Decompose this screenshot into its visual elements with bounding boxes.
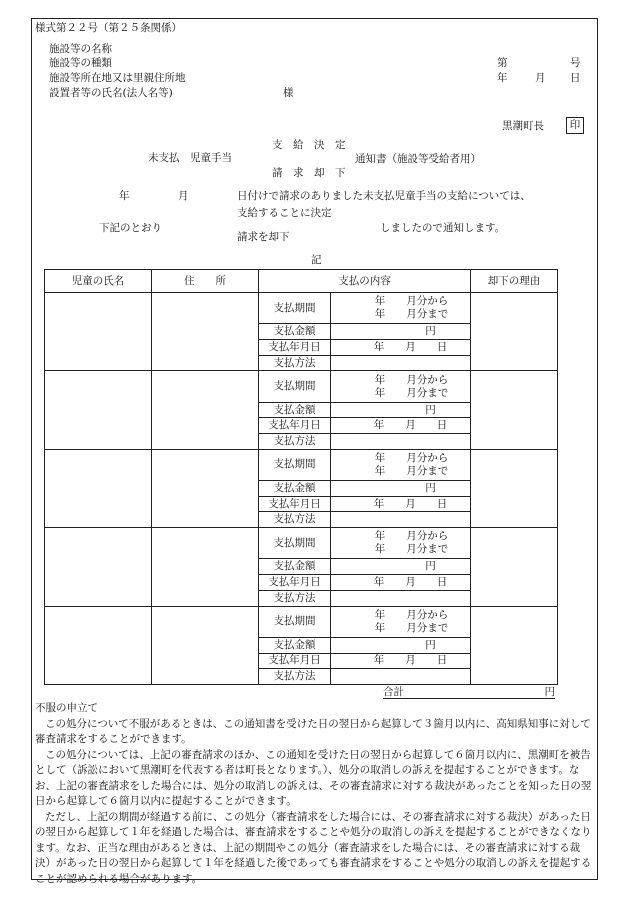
address-cell[interactable] — [152, 528, 259, 606]
row-label-method: 支払方法 — [259, 434, 331, 450]
total-line — [383, 686, 555, 699]
row-value-date[interactable] — [331, 340, 471, 356]
period-to: 年 月分まで — [374, 543, 449, 556]
period-from: 年 月分から — [374, 608, 449, 621]
period-to: 年 月分まで — [374, 308, 449, 321]
reject-reason-cell[interactable] — [471, 449, 558, 527]
amount-unit: 円 — [425, 560, 436, 573]
child-name-cell[interactable] — [45, 449, 152, 527]
reject-reason-cell[interactable] — [471, 528, 558, 606]
body-option-pay: 支給することに決定 — [237, 207, 332, 219]
date-value: 年 月 日 — [373, 575, 448, 588]
appeal-notes — [35, 701, 593, 887]
row-label-amount: 支払金額 — [259, 481, 331, 497]
row-value-amount[interactable] — [331, 324, 471, 340]
row-label-period: 支払期間 — [259, 293, 331, 324]
facility-name-label: 施設等の名称 — [49, 43, 112, 55]
date-value: 年 月 日 — [373, 654, 448, 667]
appeal-paragraph-2: この処分については、上記の審査請求のほか、この通知を受けた日の翌日から起算して６箇月以内に、黒潮町を被告として（訴訟において黒潮町を代表する者は町長となります。）、処分の取消しの訴えを提起することができます。なお、上記の審査請求をした場合には、処分の取消しの訴えは、その審査請求に対する裁決があったことを知った日の翌日から起算して６箇月以内に提起することができます。 — [35, 748, 592, 807]
table-header-row — [45, 270, 558, 293]
row-value-date[interactable] — [331, 496, 471, 512]
appeal-heading: 不服の申立て — [35, 702, 98, 714]
row-value-method[interactable] — [331, 512, 471, 528]
title-left: 未支払 児童手当 — [148, 152, 232, 164]
row-label-period: 支払期間 — [259, 606, 331, 637]
row-label-method: 支払方法 — [259, 512, 331, 528]
number-label-go: 号 — [570, 57, 581, 69]
operator-name-label: 設置者等の氏名(法人名等) — [49, 87, 173, 99]
amount-unit: 円 — [425, 325, 436, 338]
row-label-amount: 支払金額 — [259, 637, 331, 653]
table-row — [45, 528, 558, 559]
honorific-sama: 様 — [283, 87, 294, 99]
mayor-title: 黒潮町長 — [502, 120, 544, 132]
child-name-cell[interactable] — [45, 371, 152, 449]
row-value-date[interactable] — [331, 653, 471, 669]
table-row — [45, 606, 558, 637]
table-row — [45, 371, 558, 402]
date-day: 日 — [570, 72, 581, 84]
row-label-period: 支払期間 — [259, 528, 331, 559]
row-label-date: 支払年月日 — [259, 575, 331, 591]
period-to: 年 月分まで — [374, 621, 449, 634]
period-from: 年 月分から — [374, 373, 449, 386]
reject-reason-cell[interactable] — [471, 293, 558, 371]
date-value: 年 月 日 — [373, 497, 448, 510]
row-label-amount: 支払金額 — [259, 324, 331, 340]
row-value-period[interactable] — [331, 293, 471, 324]
body-month: 月 — [178, 190, 189, 202]
row-label-method: 支払方法 — [259, 355, 331, 371]
row-value-amount[interactable] — [331, 637, 471, 653]
form-number: 様式第２２号（第２５条関係） — [35, 22, 182, 34]
header-reject-reason: 却下の理由 — [471, 270, 558, 293]
seal-box: 印 — [566, 117, 584, 134]
row-value-amount[interactable] — [331, 402, 471, 418]
date-value: 年 月 日 — [373, 419, 448, 432]
body-year: 年 — [119, 190, 130, 202]
row-value-amount[interactable] — [331, 481, 471, 497]
row-value-period[interactable] — [331, 606, 471, 637]
facility-address-label: 施設等所在地又は里親住所地 — [49, 72, 186, 84]
table-row — [45, 293, 558, 324]
row-value-method[interactable] — [331, 590, 471, 606]
reject-reason-cell[interactable] — [471, 371, 558, 449]
child-name-cell[interactable] — [45, 293, 152, 371]
address-cell[interactable] — [152, 606, 259, 685]
row-value-period[interactable] — [331, 528, 471, 559]
row-label-period: 支払期間 — [259, 449, 331, 480]
title-option-decision: 支 給 決 定 — [272, 139, 346, 151]
total-label: 合計 — [383, 686, 404, 698]
row-label-amount: 支払金額 — [259, 402, 331, 418]
payment-table — [44, 269, 558, 685]
row-value-method[interactable] — [331, 669, 471, 685]
row-value-date[interactable] — [331, 418, 471, 434]
body-tail: しましたので通知します。 — [380, 222, 506, 234]
appeal-paragraph-1: この処分について不服があるときは、この通知書を受けた日の翌日から起算して３箇月以内に、高知県知事に対して審査請求をすることができます。 — [35, 717, 591, 745]
title-right: 通知書（施設等受給者用） — [355, 153, 481, 165]
row-value-amount[interactable] — [331, 559, 471, 575]
child-name-cell[interactable] — [45, 528, 152, 606]
row-label-date: 支払年月日 — [259, 496, 331, 512]
body-line1: 日付けで請求のありました未支払児童手当の支給については、 — [237, 190, 531, 202]
address-cell[interactable] — [152, 371, 259, 449]
row-label-method: 支払方法 — [259, 669, 331, 685]
row-value-period[interactable] — [331, 449, 471, 480]
period-from: 年 月分から — [374, 295, 449, 308]
date-value: 年 月 日 — [373, 340, 448, 353]
header-child-name: 児童の氏名 — [45, 270, 152, 293]
amount-unit: 円 — [425, 638, 436, 651]
period-from: 年 月分から — [374, 451, 449, 464]
row-value-period[interactable] — [331, 371, 471, 402]
amount-unit: 円 — [425, 403, 436, 416]
header-payment-content: 支払の内容 — [259, 270, 471, 293]
row-label-amount: 支払金額 — [259, 559, 331, 575]
appeal-paragraph-3: ただし、上記の期間が経過する前に、この処分（審査請求をした場合には、その審査請求に対する裁決）があった日の翌日から起算して１年を経過した場合は、審査請求をすることや処分の取消しの訴えを提起することができなくなります。なお、正当な理由があるときは、上記の期間やこの処分（審査請求をした場合には、その審査請求に対する裁決）があった日の翌日から起算して１年を経過した後であっても審査請求をすることや処分の取消しの訴えを提起することが認められる場合があります。 — [35, 810, 592, 885]
number-label-dai: 第 — [497, 57, 508, 69]
period-to: 年 月分まで — [374, 386, 449, 399]
period-from: 年 月分から — [374, 530, 449, 543]
child-name-cell[interactable] — [45, 606, 152, 685]
title-option-reject: 請 求 却 下 — [272, 167, 346, 179]
header-address: 住 所 — [152, 270, 259, 293]
row-label-date: 支払年月日 — [259, 418, 331, 434]
row-label-date: 支払年月日 — [259, 340, 331, 356]
address-cell[interactable] — [152, 293, 259, 371]
period-to: 年 月分まで — [374, 464, 449, 477]
body-kakinotoori: 下記のとおり — [99, 222, 162, 234]
amount-unit: 円 — [425, 481, 436, 494]
total-unit: 円 — [544, 686, 555, 698]
table-row — [45, 449, 558, 480]
row-value-date[interactable] — [331, 575, 471, 591]
row-label-method: 支払方法 — [259, 590, 331, 606]
date-year: 年 — [497, 72, 508, 84]
facility-type-label: 施設等の種類 — [49, 57, 112, 69]
row-value-method[interactable] — [331, 355, 471, 371]
row-label-period: 支払期間 — [259, 371, 331, 402]
date-month: 月 — [535, 72, 546, 84]
ki-label: 記 — [311, 254, 322, 266]
address-cell[interactable] — [152, 449, 259, 527]
reject-reason-cell[interactable] — [471, 606, 558, 685]
row-label-date: 支払年月日 — [259, 653, 331, 669]
row-value-method[interactable] — [331, 434, 471, 450]
body-option-reject: 請求を却下 — [237, 231, 290, 243]
